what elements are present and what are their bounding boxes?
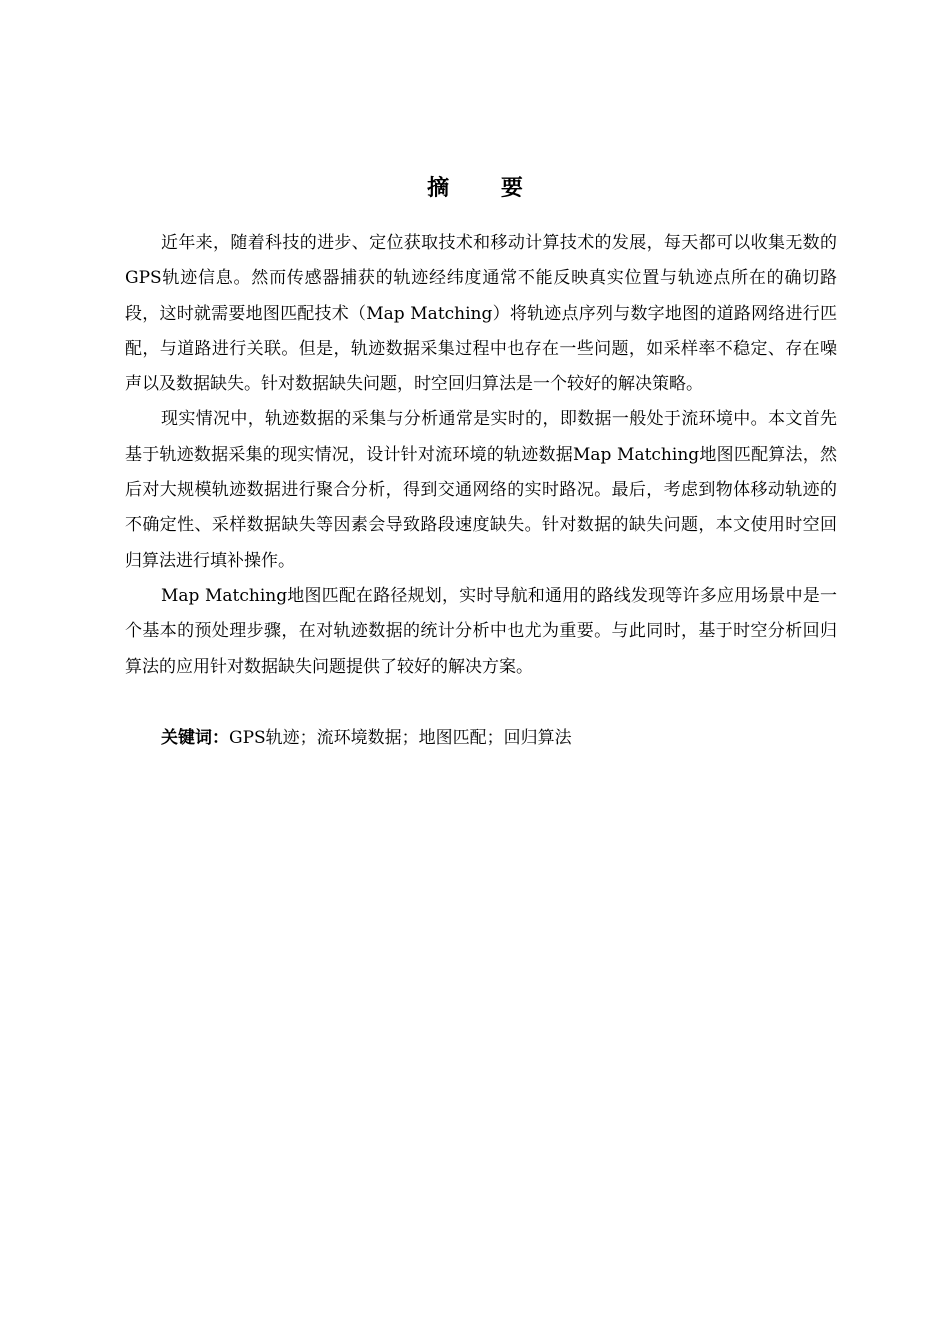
abstract-paragraph-2: 现实情况中，轨迹数据的采集与分析通常是实时的，即数据一般处于流环境中。本文首先基于轨迹数据采集的现实情况，设计针对流环境的轨迹数据Map Matching地图匹配算法，然后对大规模轨迹数据进行聚合分析，得到交通网络的实时路况。最后，考虑到物体移动轨迹的不确定性、采样数据缺失等因素会导致路段速度缺失。针对数据的缺失问题，本文使用时空回归算法进行填补操作。 — [125, 409, 837, 571]
keywords-line — [125, 721, 837, 756]
abstract-heading: 摘 要 — [427, 176, 545, 201]
abstract-paragraph-1: 近年来，随着科技的进步、定位获取技术和移动计算技术的发展，每天都可以收集无数的GPS轨迹信息。然而传感器捕获的轨迹经纬度通常不能反映真实位置与轨迹点所在的确切路段，这时就需要地图匹配技术（Map Matching）将轨迹点序列与数字地图的道路网络进行匹配，与道路进行关联。但是，轨迹数据采集过程中也存在一些问题，如采样率不稳定、存在噪声以及数据缺失。针对数据缺失问题，时空回归算法是一个较好的解决策略。 — [125, 233, 837, 395]
keywords-value: GPS轨迹；流环境数据；地图匹配；回归算法 — [229, 727, 572, 748]
keywords-label: 关键词： — [161, 727, 229, 748]
abstract-body — [125, 226, 837, 756]
abstract-paragraph-3: Map Matching地图匹配在路径规划，实时导航和通用的路线发现等许多应用场景中是一个基本的预处理步骤，在对轨迹数据的统计分析中也尤为重要。与此同时，基于时空分析回归算法的应用针对数据缺失问题提供了较好的解决方案。 — [125, 585, 837, 677]
